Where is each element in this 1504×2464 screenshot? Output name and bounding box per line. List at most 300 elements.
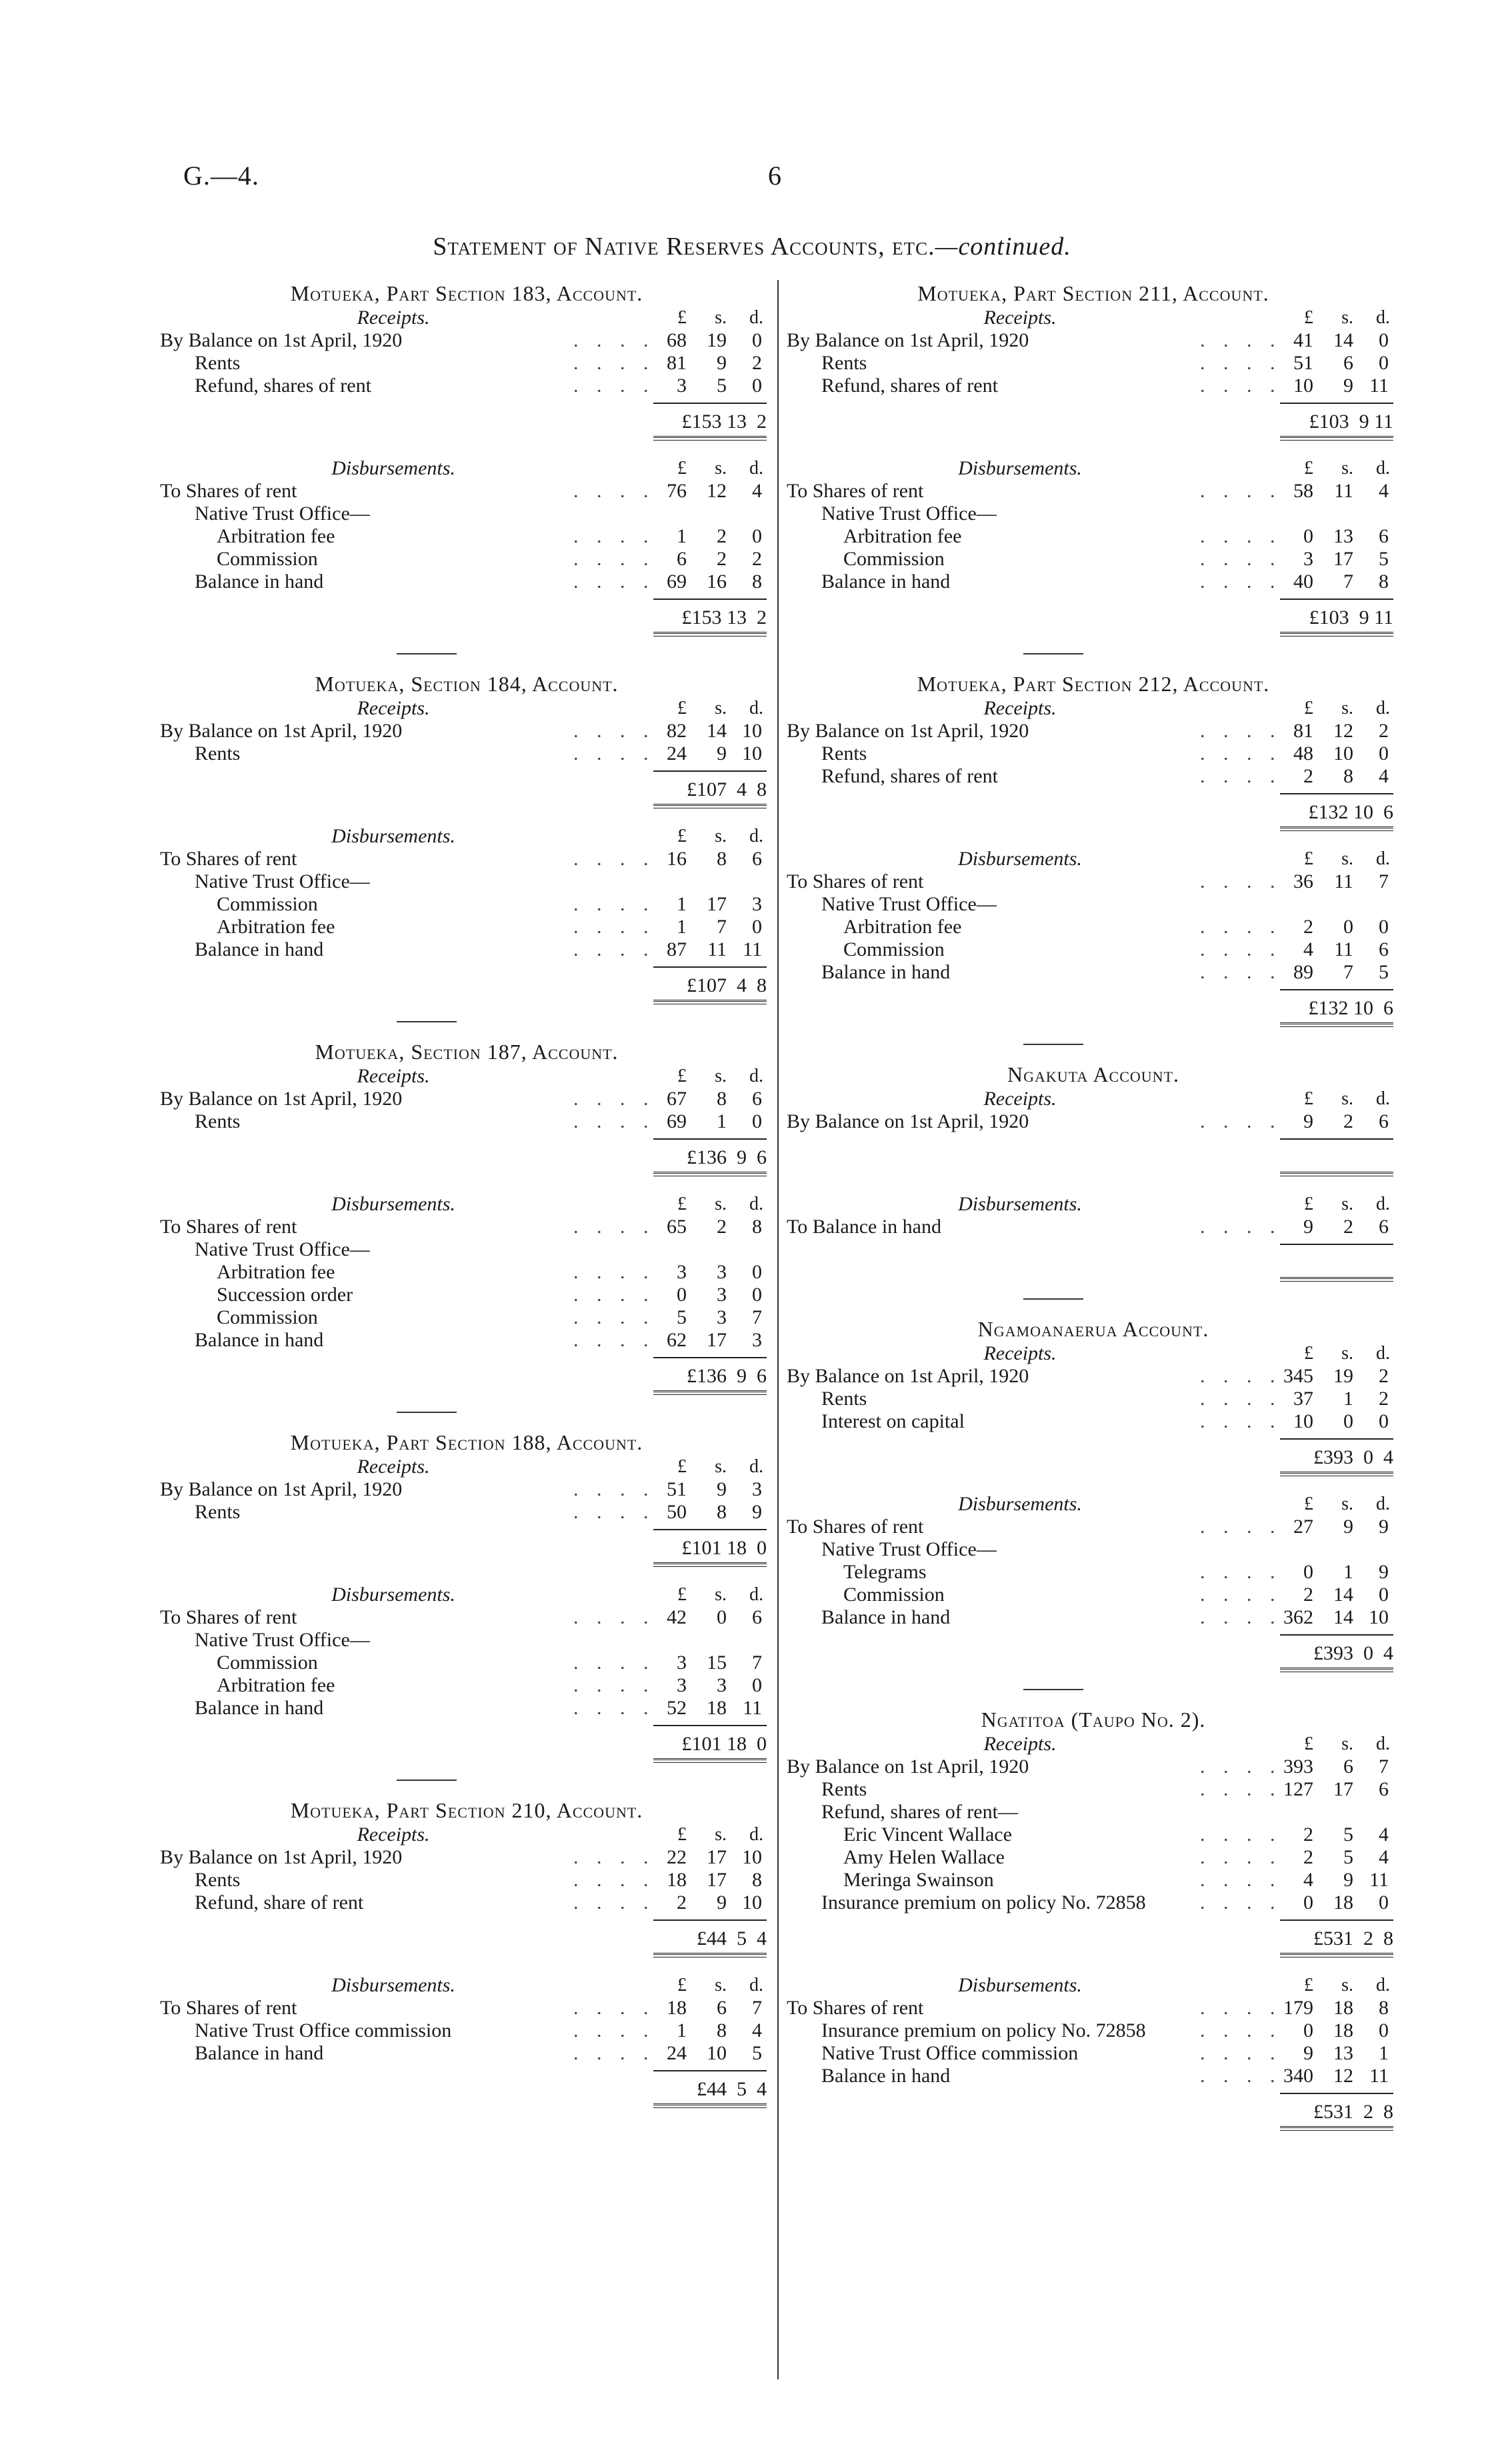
disbursements-total [787,1244,1400,1281]
pence-value: 7 [752,1306,762,1328]
receipts-section [160,1065,773,1176]
leader-dots: . . . . [573,1306,655,1328]
disbursement-row [787,1606,1400,1629]
pounds-value: 0 [1303,1891,1313,1913]
leader-dots: . . . . [573,938,655,960]
leader-dots: . . . . [1200,1824,1282,1846]
pence-value: 2 [1379,1388,1389,1410]
entry-label: Amy Helen Wallace [843,1846,1005,1868]
leader-dots: . . . . [573,1329,655,1351]
disbursements-total-value: £153 13 2 [681,607,767,628]
disbursements-section [160,1193,773,1394]
disbursements-total-value: £101 18 0 [681,1733,767,1755]
disbursements-label: Disbursements. [331,1974,455,1996]
pence-value: 9 [1379,1561,1389,1583]
leader-dots: . . . . [573,1088,655,1110]
shillings-value: 3 [717,1674,727,1696]
shillings-value: 11 [707,938,727,960]
disbursement-row [787,2065,1400,2087]
shillings-value: 14 [1333,1584,1353,1606]
pounds-value: 89 [1293,961,1313,983]
entry-label: Refund, shares of rent— [821,1801,1018,1823]
pounds-value: 51 [1293,352,1313,374]
pence-value: 5 [752,2042,762,2064]
pence-heading: d. [749,1584,763,1605]
disbursements-section [160,457,773,636]
pence-value: 6 [752,848,762,870]
disbursements-heading [160,1974,773,1997]
shillings-value: 2 [1343,1216,1353,1238]
account-title: Motueka, Part Section 210, Account. [290,1798,643,1822]
shillings-value: 12 [1333,720,1353,742]
shillings-heading: s. [1341,458,1353,479]
shillings-value: 0 [1343,1410,1353,1432]
pence-value: 2 [1379,1365,1389,1387]
entry-label: Balance in hand [195,571,324,593]
shillings-heading: s. [715,1584,727,1605]
entry-label: By Balance on 1st April, 1920 [160,720,403,742]
pence-value: 8 [752,571,762,593]
leader-dots: . . . . [1200,1869,1282,1891]
leader-dots: . . . . [1200,1584,1282,1606]
shillings-value: 8 [717,1088,727,1110]
receipts-total-value: £107 4 8 [687,778,767,800]
receipt-row [160,720,773,742]
leader-dots: . . . . [573,848,655,870]
pence-value: 10 [742,1846,762,1868]
entry-label: Native Trust Office— [195,870,370,892]
pence-value: 0 [752,1284,762,1306]
disbursement-row [787,1516,1400,1538]
pence-value: 0 [752,916,762,938]
disbursements-heading [160,825,773,848]
leader-dots: . . . . [573,1997,655,2019]
entry-label: To Shares of rent [160,1216,297,1238]
shillings-value: 2 [717,548,727,570]
entry-label: Native Trust Office commission [821,2042,1079,2064]
disbursements-heading [787,1193,1400,1216]
shillings-heading: s. [1341,1734,1353,1754]
total-double-rule [1280,2126,1393,2131]
pounds-value: 0 [1303,1561,1313,1583]
disbursements-label: Disbursements. [331,1584,455,1606]
receipts-total [160,1919,773,1957]
total-double-rule [653,1000,767,1004]
shillings-heading: s. [1341,307,1353,328]
entry-label: Arbitration fee [217,1674,335,1696]
receipts-heading [787,1733,1400,1756]
spacer [787,1957,1400,1974]
entry-label: Commission [217,1652,318,1674]
shillings-value: 7 [717,916,727,938]
receipts-heading [787,1088,1400,1110]
shillings-value: 9 [717,742,727,764]
shillings-value: 9 [1343,1869,1353,1891]
entry-label: Rents [821,1388,867,1410]
total-rule [653,599,767,600]
disbursements-total-value: £44 5 4 [697,2078,767,2100]
disbursement-row [160,1629,773,1652]
disbursement-row [787,571,1400,593]
total-double-rule [653,1562,767,1567]
pounds-value: 2 [1303,916,1313,938]
pounds-value: 65 [667,1216,687,1238]
receipt-row [160,375,773,397]
disbursements-total [160,2070,773,2107]
receipts-total [787,1919,1400,1957]
pounds-value: 18 [667,1997,687,2019]
total-rule [1280,793,1393,794]
account-block [160,1797,773,2107]
pence-value: 6 [752,1606,762,1628]
entry-label: By Balance on 1st April, 1920 [160,1088,403,1110]
leader-dots: . . . . [1200,352,1282,374]
pounds-heading: £ [1304,1494,1313,1514]
pounds-value: 82 [667,720,687,742]
pounds-value: 10 [1293,375,1313,397]
disbursement-row [787,2042,1400,2065]
shillings-heading: s. [1341,1975,1353,1995]
disbursement-row [787,525,1400,548]
pounds-heading: £ [1304,307,1313,328]
pence-value: 9 [1379,1516,1389,1538]
disbursement-row [787,893,1400,916]
pence-heading: d. [1376,1734,1390,1754]
pence-heading: d. [1376,1494,1390,1514]
total-double-rule [653,1390,767,1395]
total-rule [1280,1244,1393,1245]
receipt-row [787,1846,1400,1869]
total-rule [1280,1438,1393,1440]
account-title: Ngamoanaerua Account. [977,1317,1209,1341]
receipt-row [787,1756,1400,1778]
pence-heading: d. [1376,307,1390,328]
disbursement-row [160,548,773,571]
shillings-value: 18 [707,1697,727,1719]
leader-dots: . . . . [573,548,655,570]
pounds-value: 67 [667,1088,687,1110]
receipts-total-value: £44 5 4 [697,1927,767,1949]
entry-label: To Shares of rent [787,1997,924,2019]
disbursements-heading [787,1974,1400,1997]
pounds-value: 68 [667,329,687,351]
disbursements-label: Disbursements. [958,848,1082,870]
pence-value: 0 [752,329,762,351]
pence-heading: d. [1376,698,1390,718]
pence-value: 3 [752,1329,762,1351]
pence-value: 7 [1379,1756,1389,1778]
disbursement-row [160,893,773,916]
disbursements-total [787,1634,1400,1672]
leader-dots: . . . . [573,1478,655,1500]
pence-heading: d. [749,1824,763,1845]
receipts-label: Receipts. [983,307,1057,329]
leader-dots: . . . . [573,1110,655,1132]
disbursement-row [160,1306,773,1329]
receipts-total-value: £103 9 11 [1309,411,1393,433]
receipts-section [160,1456,773,1566]
receipt-row [160,352,773,375]
account-block [160,670,773,1004]
disbursements-heading [160,1584,773,1606]
disbursement-row [787,938,1400,961]
account-title: Ngatitoa (Taupo No. 2). [981,1708,1206,1732]
total-double-rule [1280,826,1393,831]
receipts-label: Receipts. [983,1733,1057,1755]
entry-label: Commission [217,1306,318,1328]
total-double-rule [1280,1277,1393,1282]
disbursement-row [160,2042,773,2065]
shillings-value: 9 [717,1478,727,1500]
account-block [787,1706,1400,2130]
pence-value: 0 [1379,916,1389,938]
pounds-heading: £ [677,1824,687,1845]
pence-value: 7 [1379,870,1389,892]
entry-label: Commission [217,893,318,915]
pounds-value: 3 [677,375,687,397]
pounds-value: 1 [677,2019,687,2041]
leader-dots: . . . . [573,480,655,502]
shillings-value: 6 [1343,1756,1353,1778]
shillings-value: 8 [1343,765,1353,787]
pounds-value: 18 [667,1869,687,1891]
pence-value: 0 [1379,1891,1389,1913]
total-rule [653,1725,767,1726]
pence-value: 5 [1379,961,1389,983]
entry-label: To Balance in hand [787,1216,941,1238]
leader-dots: . . . . [573,720,655,742]
account-title: Ngakuta Account. [1007,1062,1180,1086]
pounds-value: 51 [667,1478,687,1500]
pounds-heading: £ [677,698,687,718]
pounds-value: 2 [1303,1846,1313,1868]
pence-value: 1 [1379,2042,1389,2064]
receipts-heading [160,307,773,329]
page-title [0,232,1504,261]
section-divider [1023,1044,1083,1045]
shillings-heading: s. [715,458,727,479]
total-double-rule [653,1953,767,1957]
pence-value: 8 [752,1869,762,1891]
pence-value: 6 [1379,525,1389,547]
shillings-value: 1 [1343,1388,1353,1410]
pounds-value: 48 [1293,742,1313,764]
entry-label: Arbitration fee [843,525,962,547]
leader-dots: . . . . [573,1606,655,1628]
pence-heading: d. [1376,1975,1390,1995]
shillings-value: 14 [707,720,727,742]
pounds-value: 2 [1303,765,1313,787]
pence-value: 0 [752,525,762,547]
total-double-rule [653,436,767,441]
entry-label: Rents [821,1778,867,1800]
leader-dots: . . . . [1200,1891,1282,1913]
shillings-heading: s. [715,1194,727,1214]
disbursements-label: Disbursements. [331,1193,455,1215]
shillings-value: 14 [1333,1606,1353,1628]
leader-dots: . . . . [1200,870,1282,892]
shillings-value: 11 [1334,870,1353,892]
entry-label: Balance in hand [195,1329,324,1351]
disbursement-row [160,1697,773,1720]
pence-value: 0 [1379,1584,1389,1606]
pence-value: 2 [1379,720,1389,742]
receipts-total-value: £393 0 4 [1313,1446,1393,1468]
disbursement-row [787,1561,1400,1584]
leader-dots: . . . . [1200,765,1282,787]
pence-value: 6 [1379,1778,1389,1800]
pounds-value: 81 [1293,720,1313,742]
pence-heading: d. [749,1975,763,1995]
pence-value: 4 [1379,480,1389,502]
pence-heading: d. [1376,458,1390,479]
receipts-total-value: £101 18 0 [681,1537,767,1559]
section-divider [1023,1689,1083,1690]
receipts-label: Receipts. [983,697,1057,719]
pounds-value: 345 [1283,1365,1313,1387]
disbursements-section [787,1974,1400,2130]
receipts-total-value: £531 2 8 [1313,1927,1393,1949]
entry-label: Rents [821,352,867,374]
pence-value: 0 [752,1261,762,1283]
disbursement-row [160,2019,773,2042]
pounds-value: 50 [667,1501,687,1523]
receipt-row [787,1869,1400,1891]
shillings-value: 0 [1343,916,1353,938]
receipts-total-value: £153 13 2 [681,411,767,433]
entry-label: Rents [821,742,867,764]
receipt-row [787,329,1400,352]
receipts-section [160,307,773,440]
account-title: Motueka, Part Section 183, Account. [290,281,643,305]
total-rule [653,1919,767,1921]
page-number: 6 [768,161,782,191]
spacer [787,1476,1400,1493]
pounds-value: 81 [667,352,687,374]
pence-value: 7 [752,1652,762,1674]
pounds-value: 6 [677,548,687,570]
shillings-value: 1 [717,1110,727,1132]
receipts-section [160,697,773,808]
pounds-value: 2 [1303,1824,1313,1846]
total-rule [1280,1138,1393,1140]
pence-value: 0 [1379,1410,1389,1432]
entry-label: Native Trust Office— [821,893,997,915]
shillings-value: 13 [1333,525,1353,547]
pounds-heading: £ [677,1066,687,1086]
total-double-rule [653,1758,767,1763]
leader-dots: . . . . [573,375,655,397]
section-divider [397,1021,457,1022]
shillings-value: 19 [707,329,727,351]
disbursements-total [787,2093,1400,2130]
leader-dots: . . . . [1200,480,1282,502]
receipt-row [787,1365,1400,1388]
receipts-total [160,403,773,440]
pence-value: 2 [752,548,762,570]
receipts-heading [160,697,773,720]
receipt-row [787,720,1400,742]
pounds-heading: £ [677,1975,687,1995]
pence-value: 0 [1379,329,1389,351]
total-rule [1280,1919,1393,1921]
disbursement-row [160,1997,773,2019]
entry-label: By Balance on 1st April, 1920 [787,1110,1029,1132]
pounds-value: 4 [1303,1869,1313,1891]
pence-heading: d. [749,1194,763,1214]
pence-value: 6 [752,1088,762,1110]
pounds-heading: £ [677,1456,687,1477]
shillings-value: 17 [707,1869,727,1891]
spacer [787,440,1400,457]
entry-label: Native Trust Office— [195,1238,370,1260]
receipts-label: Receipts. [983,1088,1057,1110]
total-rule [653,2070,767,2071]
shillings-value: 10 [1333,742,1353,764]
leader-dots: . . . . [573,742,655,764]
total-double-rule [1280,1172,1393,1176]
leader-dots: . . . . [1200,2065,1282,2087]
leader-dots: . . . . [573,525,655,547]
pounds-value: 0 [677,1284,687,1306]
receipts-heading [160,1456,773,1478]
pounds-heading: £ [677,1194,687,1214]
pounds-value: 41 [1293,329,1313,351]
entry-label: To Shares of rent [787,870,924,892]
disbursement-row [160,1652,773,1674]
receipts-heading [787,697,1400,720]
leader-dots: . . . . [573,1674,655,1696]
entry-label: Eric Vincent Wallace [843,1824,1012,1846]
pence-heading: d. [1376,848,1390,869]
total-double-rule [1280,1668,1393,1672]
disbursements-total-value: £136 9 6 [687,1365,767,1387]
leader-dots: . . . . [1200,2042,1282,2064]
entry-label: To Shares of rent [160,1997,297,2019]
pounds-value: 3 [677,1652,687,1674]
leader-dots: . . . . [573,2019,655,2041]
total-rule [1280,1634,1393,1636]
leader-dots: . . . . [1200,1606,1282,1628]
entry-label: Insurance premium on policy No. 72858 [821,1891,1146,1913]
pence-value: 10 [742,1891,762,1913]
entry-label: Commission [217,548,318,570]
pence-value: 8 [752,1216,762,1238]
entry-label: To Shares of rent [160,1606,297,1628]
pence-value: 11 [743,1697,762,1719]
disbursement-row [160,848,773,870]
pounds-value: 24 [667,2042,687,2064]
entry-label: Balance in hand [821,1606,951,1628]
pounds-value: 76 [667,480,687,502]
disbursement-row [160,480,773,503]
pounds-value: 2 [677,1891,687,1913]
receipts-total-value: £136 9 6 [687,1146,767,1168]
leader-dots: . . . . [1200,548,1282,570]
shillings-value: 15 [707,1652,727,1674]
entry-label: Commission [843,938,945,960]
entry-label: Rents [195,352,241,374]
shillings-heading: s. [1341,1343,1353,1364]
pounds-value: 393 [1283,1756,1313,1778]
entry-label: Arbitration fee [217,525,335,547]
entry-label: Commission [843,548,945,570]
shillings-value: 3 [717,1284,727,1306]
leader-dots: . . . . [573,1216,655,1238]
leader-dots: . . . . [1200,571,1282,593]
shillings-value: 3 [717,1306,727,1328]
pence-value: 0 [1379,352,1389,374]
